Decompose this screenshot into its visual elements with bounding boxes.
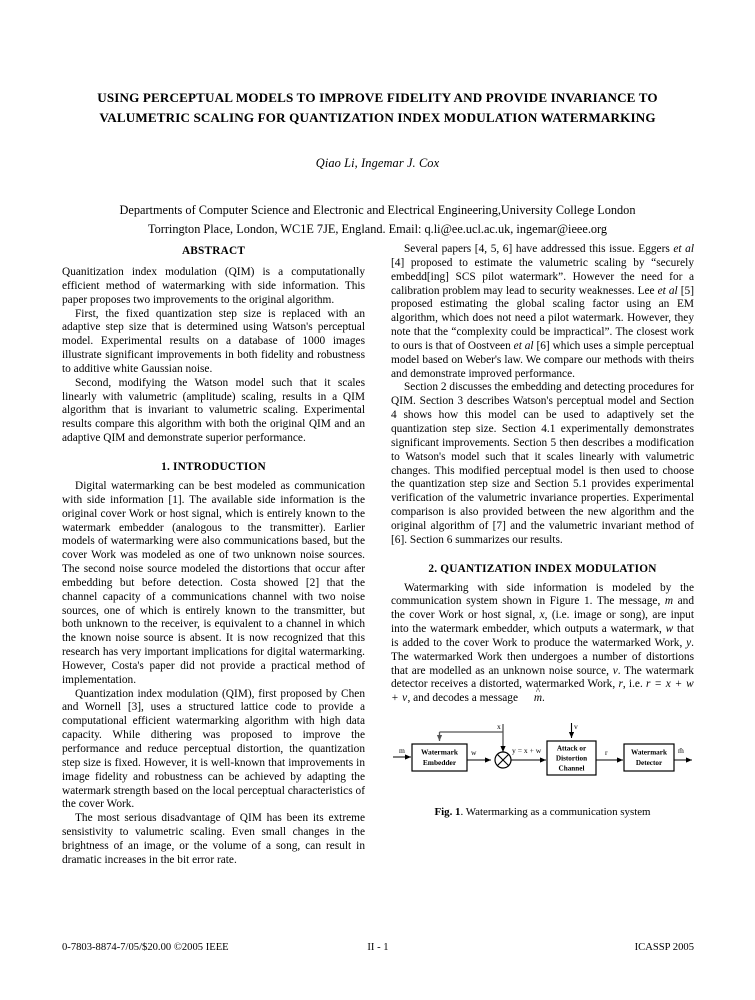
paper-title-line-2: VALUMETRIC SCALING FOR QUANTIZATION INDEX MODULATION WATERMARKING — [99, 109, 656, 125]
author-list: Qiao Li, Ingemar J. Cox — [315, 156, 440, 170]
s2-p6: . The watermark detector receives a distorted, watermarked Work, — [391, 664, 694, 691]
affiliation-line-2: Torrington Place, London, WC1E 7JE, England. Email: q.li@ee.ucl.ac.uk, ingemar@ieee.org — [147, 222, 608, 236]
rw-etal-2: et al — [657, 284, 678, 297]
var-w: w — [665, 623, 674, 636]
introduction-heading: 1. INTRODUCTION — [161, 460, 266, 473]
footer-conference: ICASSP 2005 — [634, 942, 694, 953]
block-label-detector-line1: Watermark — [631, 748, 667, 757]
var-r: r — [618, 678, 623, 691]
rw-text-d: [6] which uses a simple perceptual model based on Weber's law. We compare our methods with theirs and demonstrate improved performance. — [391, 339, 694, 380]
signal-label-y-equation: y = x + w — [512, 746, 542, 756]
rw-etal-1: et al — [673, 243, 694, 255]
block-label-detector-line2: Detector — [635, 759, 663, 768]
page-title — [48, 88, 708, 127]
body-columns — [62, 243, 694, 915]
rw-text-b: [4] proposed to estimate the valumetric scaling by “securely embedd[ing] SCS pilot watermark”. However the need for a calibration problem may lead to security weaknesses. Lee — [391, 256, 694, 297]
s2-p9: . — [542, 692, 545, 705]
column-left — [62, 243, 365, 915]
block-label-embedder-line2: Embedder — [422, 758, 457, 768]
rw-etal-3: et al — [513, 339, 534, 352]
footer-page-number: II - 1 — [367, 942, 389, 953]
figure-1-diagram — [391, 720, 694, 782]
signal-label-r: r — [605, 748, 608, 758]
s2-p1: Watermarking with side information is modeled by the communication system shown in Figure 1. The message, — [391, 581, 694, 608]
section2-paragraph-1 — [391, 582, 694, 707]
abstract-paragraph-2: First, the fixed quantization step size is replaced with an adaptive step size that is determined using Watson's perceptual model. Experimental results on a database of 1000 images illustrate significant improvements in both fidelity and robustness to additive white Gaussian noise. — [62, 307, 365, 375]
related-work-paragraph-2: Section 2 discusses the embedding and detecting procedures for QIM. Section 3 describes Watson's perceptual model and Section 4 shows how this model can be used to adaptively set the quantization step size. Section 4.1 experimentally demonstrates significant improvements. Section 5 then describes a modification to Watson's model such that it scales linearly with valumetric changes. This modified perceptual model is then used to choose the quantization step size and Section 5.1 provides experimental verification of the valumetric invariance properties. Experimental comparison is also provided between the new algorithm and the original algorithm of [7] and the valumetric invariant method of [6]. Section 6 summarizes our results. — [391, 381, 694, 546]
block-label-channel-line3: Channel — [558, 764, 585, 773]
introduction-paragraph-2: Quantization index modulation (QIM), first proposed by Chen and Wornell [3], uses a structured lattice code to provide a computational efficient watermarking algorithm with high data capacity. While dithering was proposed to improve the performance and reduce perceptual distortion, the quantization step size is fixed. However, it is well-known that improvements in image fidelity and robustness can be achieved by adapting the watermark strength based on the local perceptual characteristics of the cover Work. — [62, 687, 365, 811]
paper-title-line-1: USING PERCEPTUAL MODELS TO IMPROVE FIDELITY AND PROVIDE INVARIANCE TO — [97, 90, 658, 105]
affiliation-line-1: Departments of Computer Science and Electronic and Electrical Engineering,University College London — [119, 203, 636, 217]
figure-1-caption-label: Fig. 1 — [434, 806, 461, 819]
column-right — [391, 243, 694, 915]
block-label-channel-line2: Distortion — [555, 754, 588, 763]
related-work-paragraph-1 — [391, 243, 694, 381]
section2-heading: 2. QUANTIZATION INDEX MODULATION — [428, 562, 657, 575]
var-v: v — [612, 664, 618, 677]
var-y: y — [686, 636, 692, 649]
abstract-paragraph-3: Second, modifying the Watson model such that it scales linearly with valumetric (amplitude) scaling, results in a QIM algorithm that is invariant to valumetric scaling. Experimental results compare this algorithm with both the original QIM and an adaptive QIM and demonstrate superior performance. — [62, 376, 365, 445]
signal-label-x: x — [497, 722, 501, 732]
abstract-heading: ABSTRACT — [181, 245, 246, 257]
figure-1 — [391, 720, 694, 818]
signal-label-v: v — [574, 722, 578, 732]
var-x: x — [539, 609, 545, 622]
s2-p3: , (i.e. image or song), are input into the watermark embedder, which outputs a watermark, — [391, 609, 694, 636]
introduction-paragraph-1: Digital watermarking can be best modeled as communication with side information [1]. The available side information is the original cover Work or host signal, which is entirely known to the watermark embedder (analogous to the transmitter). Earlier models of watermarking were also communications based, but the cover Work was modeled as one of two unknown noise sources. The second noise source modeled the distortions that occur after embedding but before detection. Costa showed [2] that the channel capacity of a communications channel with two noise sources, one of which is entirely known to the transmitter, but both unknown to the receiver, is equivalent to a channel in which the known noise source is absent. It is now recognized that this research has very important implications for digital watermarking. However, Costa's paper did not provide a practical method of implementation. — [62, 479, 365, 686]
rw-text-c: [5] proposed estimating the global scaling factor using an EM algorithm, which does not need a pilot watermark. However, they note that the “complexity could be impractical”. The closest work to ours is that of Oostveen — [391, 284, 694, 352]
signal-label-m: m — [399, 746, 405, 756]
s2-p2: and the cover Work or host signal, — [391, 595, 695, 622]
s2-p4: that is added to the cover Work to produce the watermarked Work, — [391, 623, 694, 649]
var-m-hat: ^ m — [521, 692, 542, 706]
rw-text-a: Several papers [4, 5, 6] have addressed this issue. Eggers — [404, 243, 674, 255]
communication-system-diagram — [391, 720, 694, 782]
s2-p8: , and decodes a message — [407, 692, 521, 705]
var-m: m — [664, 595, 674, 608]
s2-p5: . The watermarked Work then undergoes a number of distortions that are modelled as an unknown noise source, — [391, 636, 694, 677]
title-block — [48, 0, 708, 239]
block-label-embedder-line1: Watermark — [421, 747, 458, 757]
s2-p7: , i.e. — [622, 678, 647, 691]
block-label-channel-line1: Attack or — [556, 744, 587, 753]
introduction-paragraph-3: The most serious disadvantage of QIM has been its extreme sensistivity to valumetric scaling. Even small changes in the brightness of an image, or the volume of a song, can result in dramatic increases in the bit error rate. — [62, 812, 365, 866]
footer-copyright: 0-7803-8874-7/05/$20.00 ©2005 IEEE — [62, 942, 229, 953]
figure-1-caption — [391, 806, 694, 818]
page-footer — [62, 942, 694, 953]
signal-label-m-hat: m̂ — [678, 746, 684, 756]
signal-label-w: w — [471, 748, 477, 758]
figure-1-caption-text: . Watermarking as a communication system — [460, 806, 651, 819]
abstract-paragraph-1: Quanitization index modulation (QIM) is a computationally efficient method of watermarking with side information. This paper proposes two improvements to the original algorithm. — [62, 266, 365, 306]
affiliation-block — [48, 201, 708, 239]
equation-r-equals: r = x + w + v — [391, 678, 694, 705]
